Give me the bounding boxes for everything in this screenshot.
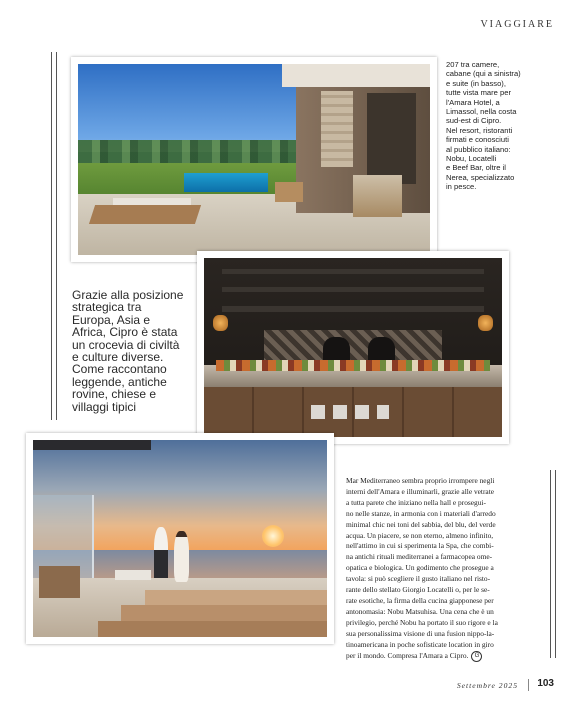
body-line: a tutta parete che iniziano nella hall e prosegui- xyxy=(346,497,486,507)
caption-line: e suite (in basso), xyxy=(446,78,506,88)
left-vertical-rule-outer xyxy=(51,52,52,420)
caption-line: tutte vista mare per xyxy=(446,88,511,98)
body-line-last xyxy=(346,651,534,662)
body-line: na antichi rituali mediterranei a farmacopea ome- xyxy=(346,552,493,562)
left-vertical-rule-inner xyxy=(56,52,57,420)
pull-quote-line: Grazie alla posizione xyxy=(72,288,184,302)
caption-line: in pesce. xyxy=(446,182,477,192)
caption-line: Limassol, nella costa xyxy=(446,107,517,117)
body-line: rante dello stellato Giorgio Locatelli o, per le se- xyxy=(346,585,490,595)
pull-quote-line: strategica tra xyxy=(72,300,142,315)
end-mark-icon: G xyxy=(471,651,482,662)
caption-line: Nerea, specializzato xyxy=(446,172,515,182)
body-line: nell'attimo in cui si sperimenta la Spa, che combi- xyxy=(346,541,494,551)
page-number: 103 xyxy=(537,678,554,689)
caption-line: l'Amara Hotel, a xyxy=(446,97,500,107)
caption-line: Nel resort, ristoranti xyxy=(446,125,513,135)
body-line: tavola: si può scegliere il gusto italiano nel risto- xyxy=(346,574,491,584)
pull-quote-line: leggende, antiche xyxy=(72,374,167,389)
body-line: sua personalissima visione di una fusion nippo-la- xyxy=(346,628,495,638)
pull-quote-line: villaggi tipici xyxy=(72,399,137,414)
article-body xyxy=(346,476,534,662)
caption-line: e Beef Bar, oltre il xyxy=(446,163,506,173)
pull-quote-line: un crocevia di civiltà xyxy=(72,337,180,352)
right-vertical-rule-outer xyxy=(550,470,551,658)
body-line: per il mondo. Compresa l'Amara a Cipro. xyxy=(346,650,469,660)
body-line: interni dell'Amara e illuminarli, grazie alle vetrate xyxy=(346,486,495,496)
caption-line: 207 tra camere, xyxy=(446,60,500,69)
photo-pool-terrace xyxy=(78,64,430,255)
photo-sunset-terrace xyxy=(33,440,327,637)
body-line: acqua. Un piacere, se non eterno, almeno infinito, xyxy=(346,530,494,540)
pull-quote-line: Come raccontano xyxy=(72,362,167,377)
body-line: no nelle stanze, in armonia con i materiali d'arredo xyxy=(346,508,496,518)
body-line: Mar Mediterraneo sembra proprio irrompere negli xyxy=(346,476,495,485)
photo-caption xyxy=(446,60,558,192)
footer-date: Settembre 2025 xyxy=(456,681,518,690)
caption-line: firmati e conosciuti xyxy=(446,135,509,145)
caption-line: sud-est di Cipro. xyxy=(446,116,502,126)
caption-line: Nobu, Locatelli xyxy=(446,154,497,164)
right-vertical-rule-inner xyxy=(555,470,556,658)
body-line: rate esotiche, la firma della cucina giapponese per xyxy=(346,595,494,605)
photo-frame-pool-terrace xyxy=(71,57,437,262)
pull-quote xyxy=(72,289,192,413)
body-line: privilegio, perché Nobu ha portato il suo rigore e la xyxy=(346,617,498,627)
photo-frame-sunset-terrace xyxy=(26,433,334,644)
footer-separator xyxy=(528,679,529,691)
body-line: opatica e biologica. Un godimento che prosegue a xyxy=(346,563,494,573)
body-line: tinoamericana in poche sofisticate location in giro xyxy=(346,639,494,649)
caption-line: cabane (qui a sinistra) xyxy=(446,69,521,79)
body-line: minimal chic nei toni del sabbia, del blu, del verde xyxy=(346,519,496,529)
pull-quote-line: Africa, Cipro è stata xyxy=(72,325,178,340)
pull-quote-line: rovine, chiese e xyxy=(72,387,157,402)
caption-line: al pubblico italiano: xyxy=(446,144,511,154)
body-line: antonomasia: Nobu Matsuhisa. Una cena che è un xyxy=(346,606,494,616)
photo-buffet-kitchen xyxy=(204,258,502,437)
pull-quote-line: Europa, Asia e xyxy=(72,312,151,327)
photo-frame-buffet-kitchen xyxy=(197,251,509,444)
pull-quote-line: e culture diverse. xyxy=(72,350,164,365)
section-label: VIAGGIARE xyxy=(480,19,554,30)
